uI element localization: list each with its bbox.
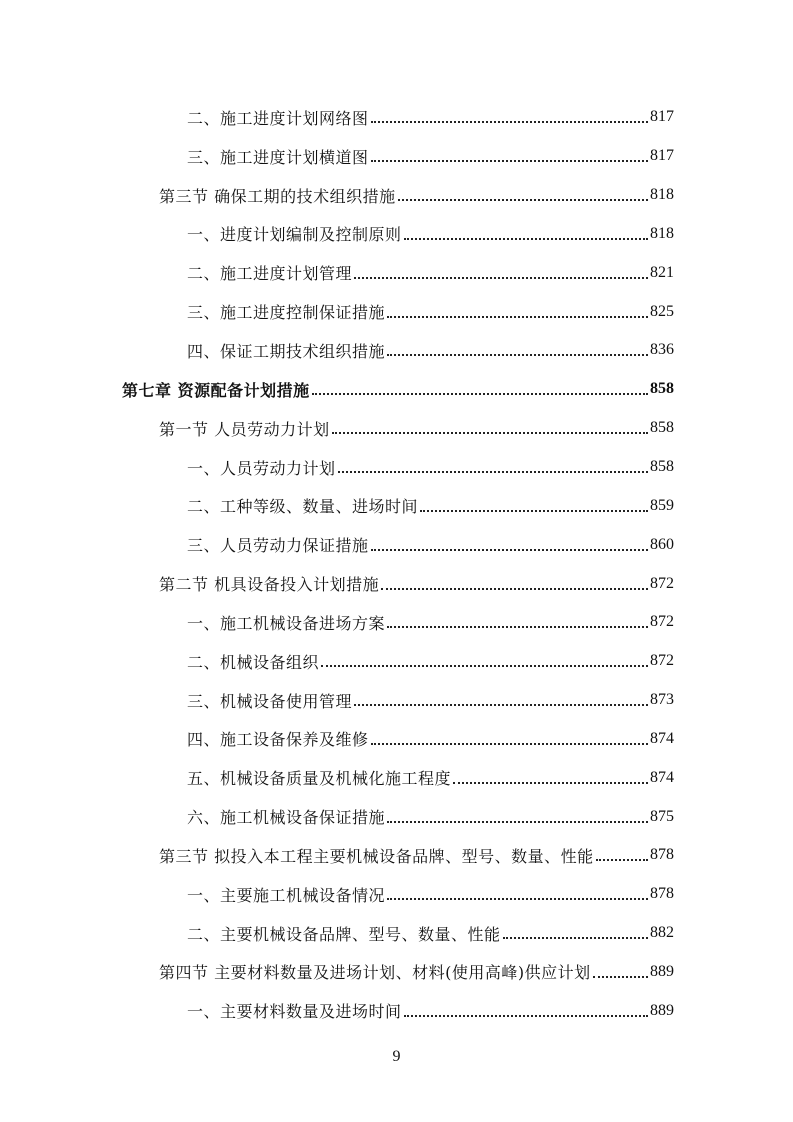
toc-entry-title: 一、主要施工机械设备情况 bbox=[187, 885, 386, 905]
dot-leader bbox=[387, 316, 648, 318]
toc-entry-section[interactable] bbox=[0, 409, 793, 448]
toc-entry-title: 二、施工进度计划网络图 bbox=[187, 108, 369, 128]
toc-entry-page-number: 859 bbox=[650, 496, 674, 514]
toc-entry-item[interactable] bbox=[0, 603, 793, 642]
toc-entry-section[interactable] bbox=[0, 836, 793, 875]
toc-entry-page-number: 878 bbox=[650, 885, 674, 903]
page-number: 9 bbox=[392, 1048, 401, 1065]
toc-entry-title: 三、人员劳动力保证措施 bbox=[187, 536, 369, 556]
toc-entry-title: 第四节 主要材料数量及进场计划、材料(使用高峰)供应计划 bbox=[159, 963, 591, 983]
dot-leader bbox=[371, 160, 648, 162]
toc-entry-page-number: 818 bbox=[650, 224, 674, 242]
toc-entry-item[interactable] bbox=[0, 253, 793, 292]
toc-entry-page-number: 818 bbox=[650, 186, 674, 204]
toc-entry-title: 五、机械设备质量及机械化施工程度 bbox=[187, 769, 452, 789]
dot-leader bbox=[354, 277, 648, 279]
toc-entry-page-number: 878 bbox=[650, 846, 674, 864]
toc-entry-page-number: 860 bbox=[650, 535, 674, 553]
toc-entry-title: 四、施工设备保养及维修 bbox=[187, 730, 369, 750]
toc-entry-page-number: 889 bbox=[650, 962, 674, 980]
toc-entry-title: 三、机械设备使用管理 bbox=[187, 691, 353, 711]
toc-entry-item[interactable] bbox=[0, 215, 793, 254]
dot-leader bbox=[387, 898, 648, 900]
toc-entry-item[interactable] bbox=[0, 720, 793, 759]
dot-leader bbox=[381, 588, 648, 590]
dot-leader bbox=[354, 704, 648, 706]
toc-entry-page-number: 874 bbox=[650, 768, 674, 786]
dot-leader bbox=[338, 471, 648, 473]
toc-entry-section[interactable] bbox=[0, 953, 793, 992]
dot-leader bbox=[371, 549, 648, 551]
dot-leader bbox=[503, 937, 648, 939]
toc-entry-item[interactable] bbox=[0, 525, 793, 564]
toc-entry-page-number: 836 bbox=[650, 341, 674, 359]
toc-entry-page-number: 858 bbox=[650, 458, 674, 476]
dot-leader bbox=[312, 393, 648, 395]
toc-entry-title: 三、施工进度控制保证措施 bbox=[187, 303, 386, 323]
toc-entry-item[interactable] bbox=[0, 681, 793, 720]
toc-entry-item[interactable] bbox=[0, 758, 793, 797]
toc-entry-title: 三、施工进度计划横道图 bbox=[187, 147, 369, 167]
toc-entry-title: 二、机械设备组织 bbox=[187, 652, 320, 672]
dot-leader bbox=[387, 626, 648, 628]
toc-entry-page-number: 872 bbox=[650, 574, 674, 592]
dot-leader bbox=[593, 976, 648, 978]
toc-entry-title: 一、主要材料数量及进场时间 bbox=[187, 1002, 402, 1022]
toc-entry-title: 二、主要机械设备品牌、型号、数量、性能 bbox=[187, 924, 501, 944]
table-of-contents bbox=[0, 98, 793, 1030]
toc-entry-item[interactable] bbox=[0, 448, 793, 487]
toc-entry-page-number: 821 bbox=[650, 263, 674, 281]
toc-entry-title: 一、施工机械设备进场方案 bbox=[187, 613, 386, 633]
toc-entry-chapter[interactable] bbox=[0, 370, 793, 409]
toc-entry-page-number: 817 bbox=[650, 108, 674, 126]
toc-entry-item[interactable] bbox=[0, 991, 793, 1030]
dot-leader bbox=[387, 821, 648, 823]
dot-leader bbox=[398, 199, 648, 201]
toc-entry-title: 一、进度计划编制及控制原则 bbox=[187, 225, 402, 245]
toc-entry-item[interactable] bbox=[0, 797, 793, 836]
toc-entry-title: 第三节 拟投入本工程主要机械设备品牌、型号、数量、性能 bbox=[159, 846, 594, 866]
toc-entry-item[interactable] bbox=[0, 137, 793, 176]
toc-entry-title: 二、工种等级、数量、进场时间 bbox=[187, 497, 419, 517]
toc-entry-item[interactable] bbox=[0, 98, 793, 137]
dot-leader bbox=[453, 782, 648, 784]
toc-entry-item[interactable] bbox=[0, 875, 793, 914]
toc-entry-title: 一、人员劳动力计划 bbox=[187, 458, 336, 478]
dot-leader bbox=[404, 1015, 648, 1017]
dot-leader bbox=[321, 665, 648, 667]
dot-leader bbox=[371, 121, 648, 123]
toc-entry-item[interactable] bbox=[0, 331, 793, 370]
dot-leader bbox=[596, 859, 648, 861]
toc-entry-page-number: 858 bbox=[650, 419, 674, 437]
toc-entry-page-number: 858 bbox=[650, 380, 674, 398]
toc-entry-page-number: 889 bbox=[650, 1001, 674, 1019]
toc-entry-page-number: 874 bbox=[650, 729, 674, 747]
toc-entry-item[interactable] bbox=[0, 914, 793, 953]
toc-entry-page-number: 875 bbox=[650, 807, 674, 825]
dot-leader bbox=[420, 510, 648, 512]
toc-entry-title: 第二节 机具设备投入计划措施 bbox=[159, 575, 380, 595]
toc-entry-section[interactable] bbox=[0, 564, 793, 603]
toc-entry-title: 第三节 确保工期的技术组织措施 bbox=[159, 186, 396, 206]
dot-leader bbox=[387, 354, 648, 356]
toc-entry-title: 四、保证工期技术组织措施 bbox=[187, 341, 386, 361]
toc-entry-section[interactable] bbox=[0, 176, 793, 215]
toc-entry-title: 二、施工进度计划管理 bbox=[187, 264, 353, 284]
toc-entry-title: 六、施工机械设备保证措施 bbox=[187, 808, 386, 828]
toc-entry-item[interactable] bbox=[0, 486, 793, 525]
toc-entry-page-number: 873 bbox=[650, 691, 674, 709]
toc-entry-item[interactable] bbox=[0, 642, 793, 681]
toc-entry-item[interactable] bbox=[0, 292, 793, 331]
toc-entry-title: 第七章 资源配备计划措施 bbox=[122, 380, 310, 400]
dot-leader bbox=[404, 238, 648, 240]
toc-entry-page-number: 872 bbox=[650, 613, 674, 631]
toc-entry-page-number: 872 bbox=[650, 652, 674, 670]
toc-entry-title: 第一节 人员劳动力计划 bbox=[159, 419, 330, 439]
dot-leader bbox=[371, 743, 648, 745]
toc-entry-page-number: 825 bbox=[650, 302, 674, 320]
toc-entry-page-number: 882 bbox=[650, 924, 674, 942]
dot-leader bbox=[332, 432, 648, 434]
toc-entry-page-number: 817 bbox=[650, 147, 674, 165]
